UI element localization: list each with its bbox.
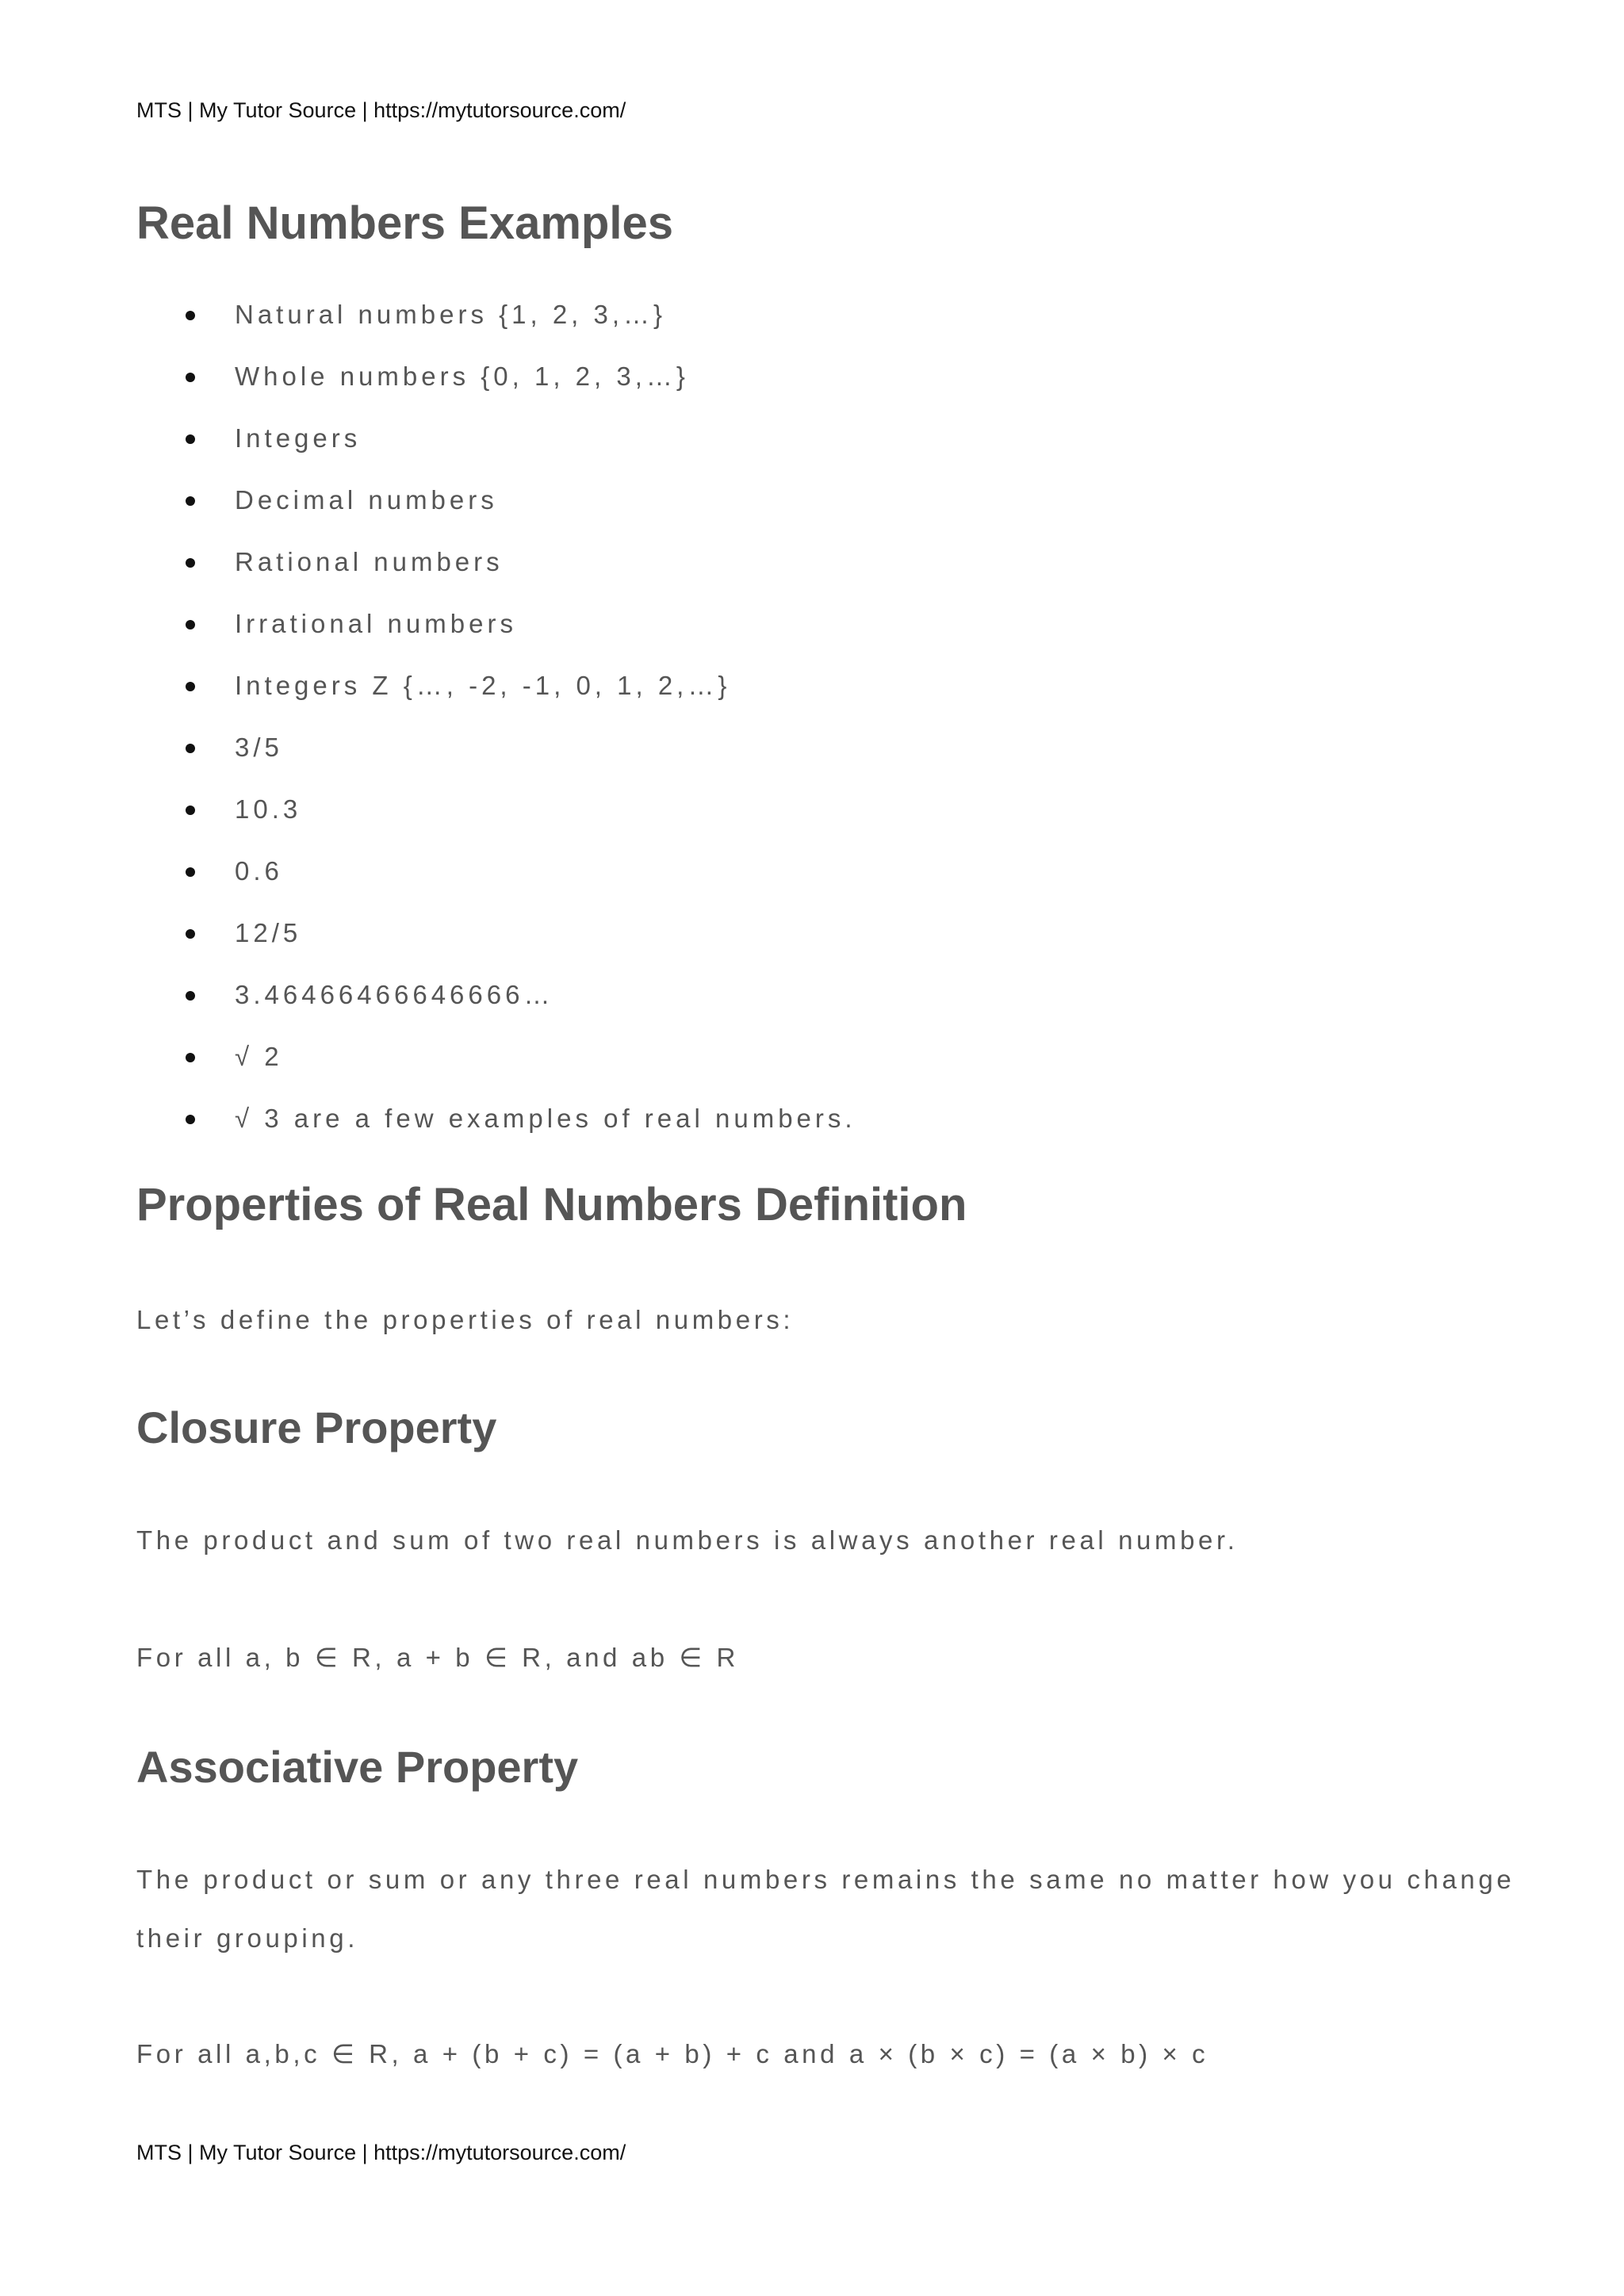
bullet-icon [186,558,195,568]
bullet-icon [186,434,195,444]
section-title-real-numbers-examples: Real Numbers Examples [136,197,673,249]
bullet-icon [186,929,195,939]
list-item-text: Rational numbers [235,547,504,576]
section-title-closure: Closure Property [136,1402,497,1452]
list-item-text: Integers Z {…, -2, -1, 0, 1, 2,…} [235,671,731,700]
list-item-text: 12/5 [235,918,302,947]
bullet-icon [186,991,195,1001]
section-title-associative: Associative Property [136,1742,579,1792]
list-item-text: Irrational numbers [235,609,517,638]
section-title-properties: Properties of Real Numbers Definition [136,1179,967,1230]
list-item-text: √ 3 are a few examples of real numbers. [235,1104,856,1133]
list-item [136,417,856,479]
bullet-icon [186,682,195,691]
bullet-icon [186,744,195,753]
page-footer: MTS | My Tutor Source | https://mytutorsource.com/ [136,2141,626,2164]
list-item [136,479,856,541]
associative-formula: For all a,b,c ∈ R, a + (b + c) = (a + b) + c and a × (b × c) = (a × b) × c [136,2039,1209,2068]
list-item [136,355,856,417]
bullet-icon [186,1053,195,1062]
bullet-icon [186,1115,195,1124]
list-item [136,1097,856,1159]
list-item [136,850,856,912]
bullet-icon [186,373,195,382]
list-item [136,912,856,974]
list-item [136,664,856,726]
page-header: MTS | My Tutor Source | https://mytutorsource.com/ [136,98,626,122]
list-item-text: 3/5 [235,733,283,762]
bullet-icon [186,311,195,320]
list-item [136,974,856,1035]
bullet-icon [186,806,195,815]
bullet-icon [186,620,195,629]
associative-text: The product or sum or any three real numbers remains the same no matter how you change their grouping. [136,1865,1515,1953]
list-item-text: √ 2 [235,1042,283,1071]
list-item [136,541,856,603]
list-item-text: 0.6 [235,856,283,886]
closure-text: The product and sum of two real numbers is always another real number. [136,1525,1239,1555]
examples-list [136,293,856,1159]
list-item-text: Decimal numbers [235,485,498,515]
list-item [136,726,856,788]
bullet-icon [186,867,195,877]
list-item [136,1035,856,1097]
list-item-text: Integers [235,423,362,453]
list-item-text: Whole numbers {0, 1, 2, 3,…} [235,362,689,391]
list-item-text: 10.3 [235,794,302,824]
list-item-text: Natural numbers {1, 2, 3,…} [235,300,667,329]
list-item [136,293,856,355]
closure-formula: For all a, b ∈ R, a + b ∈ R, and ab ∈ R [136,1643,739,1672]
bullet-icon [186,496,195,506]
properties-intro: Let’s define the properties of real numbers: [136,1305,795,1334]
list-item [136,603,856,664]
list-item [136,788,856,850]
list-item-text: 3.46466466646666… [235,980,554,1009]
